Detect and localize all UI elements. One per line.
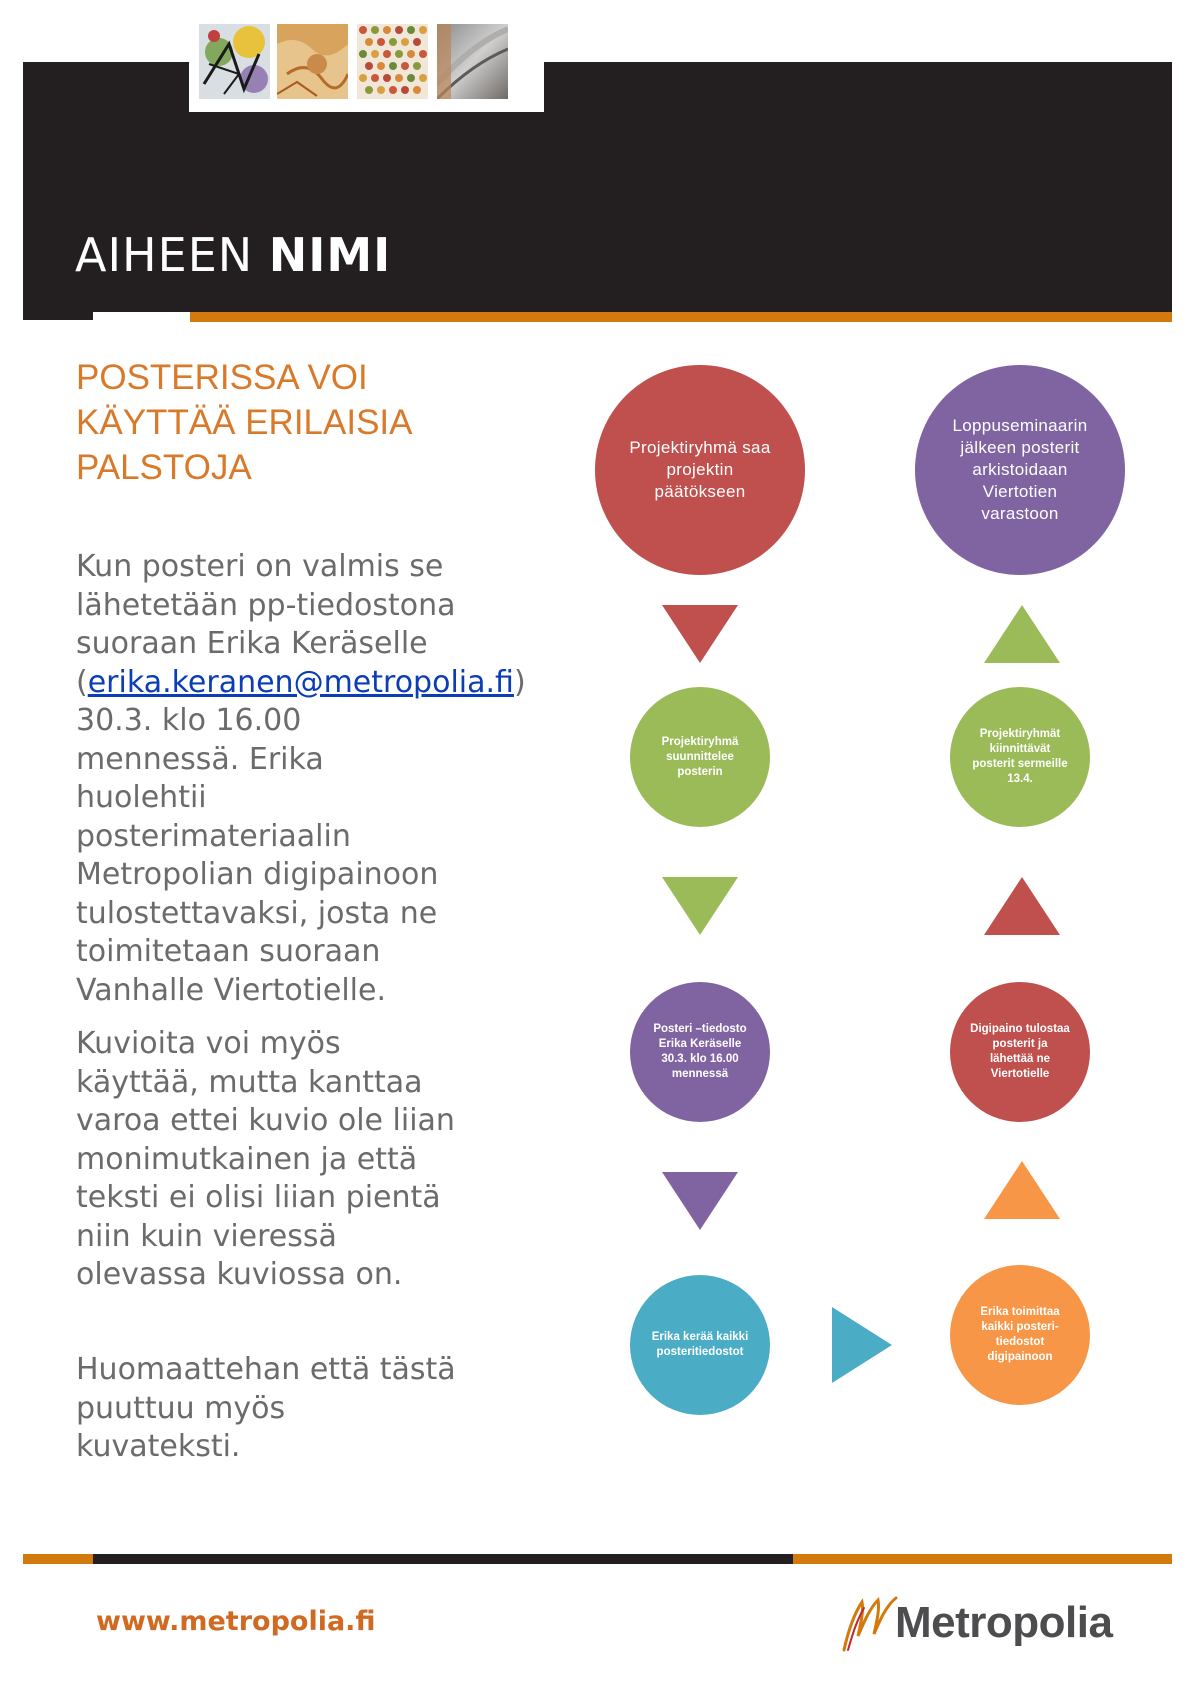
node-step-attach — [950, 687, 1090, 827]
arrow-up-green — [982, 603, 1062, 665]
submission-paragraph — [76, 548, 526, 1010]
footer-stripe-orange-left — [23, 1554, 93, 1564]
dots-pattern-image — [357, 24, 428, 99]
arrow-right-teal — [830, 1305, 894, 1385]
node-step-archive — [915, 365, 1125, 575]
arrow-up-orange — [982, 1159, 1062, 1221]
footer-url-link[interactable]: www.metropolia.fi — [96, 1606, 376, 1637]
node-label: Loppuseminaarin jälkeen posterit arkistoidaan Viertotien varastoon — [952, 416, 1088, 523]
metal-surface-image — [437, 24, 508, 99]
subheading-line-3: PALSTOJA — [76, 448, 252, 487]
footer-stripe-orange-right — [793, 1554, 1172, 1564]
paragraph1-end: ) 30.3. klo 16.00 mennessä. Erika huolehtii posterimateriaalin Metropolian digipainoon tulostettavaksi, josta ne toimitetaan suoraan Vanhalle Viertotielle. — [76, 664, 526, 1008]
metropolia-logo-text: Metropolia — [895, 1598, 1113, 1647]
header-accent-orange-stripe — [190, 312, 1172, 322]
node-label: Projektiryhmät kiinnittävät posterit sermeille 13.4. — [972, 728, 1068, 785]
arrow-down-purple — [660, 1170, 740, 1232]
caption-note-paragraph: Huomaattehan että tästä puuttuu myös kuvateksti. — [76, 1352, 456, 1464]
node-step-collect — [630, 1275, 770, 1415]
footer-stripe-dark — [93, 1554, 793, 1564]
node-label: Erika toimittaa kaikki posteri-tiedostot digipainoon — [980, 1306, 1060, 1363]
node-step-deliver — [950, 1265, 1090, 1405]
node-label: Projektiryhmä saa projektin päätökseen — [629, 438, 771, 501]
node-step-design — [630, 687, 770, 827]
map-image — [277, 24, 348, 99]
subheading-line-2: KÄYTTÄÄ ERILAISIA — [76, 403, 413, 442]
node-label: Digipaino tulostaa posterit ja lähettää ne Viertotielle — [970, 1023, 1070, 1080]
paragraph1-start: Kun posteri on valmis se lähetetään pp-tiedostona suoraan Erika Keräselle ( — [76, 549, 456, 700]
title-light: AIHEEN — [75, 228, 254, 282]
column-subheading — [76, 355, 476, 490]
abstract-art-image — [199, 24, 270, 99]
node-step-decision — [595, 365, 805, 575]
title-bold: NIMI — [268, 228, 392, 282]
node-label: Posteri –tiedosto Erika Keräselle 30.3. klo 16.00 mennessä — [653, 1023, 747, 1080]
subheading-line-1: POSTERISSA VOI — [76, 358, 368, 397]
node-label: Projektiryhmä suunnittelee posterin — [661, 735, 739, 778]
arrow-down-red — [660, 603, 740, 665]
node-step-send-file — [630, 982, 770, 1122]
figures-paragraph: Kuvioita voi myös käyttää, mutta kanttaa varoa ettei kuvio ole liian monimutkainen ja että teksti ei olisi liian pientä niin kuin vieressä olevassa kuviossa on. — [76, 1026, 455, 1292]
arrow-down-green — [660, 875, 740, 937]
header-image-strip — [189, 14, 544, 112]
arrow-up-red — [982, 875, 1062, 937]
metropolia-logo-icon — [838, 1592, 902, 1654]
email-link[interactable]: erika.keranen@metropolia.fi — [87, 664, 514, 700]
page-title — [75, 228, 391, 282]
header-accent-stripe — [93, 312, 191, 322]
node-label: Erika kerää kaikki posteritiedostot — [651, 1331, 749, 1358]
node-step-print — [950, 982, 1090, 1122]
process-diagram — [580, 355, 1140, 1415]
